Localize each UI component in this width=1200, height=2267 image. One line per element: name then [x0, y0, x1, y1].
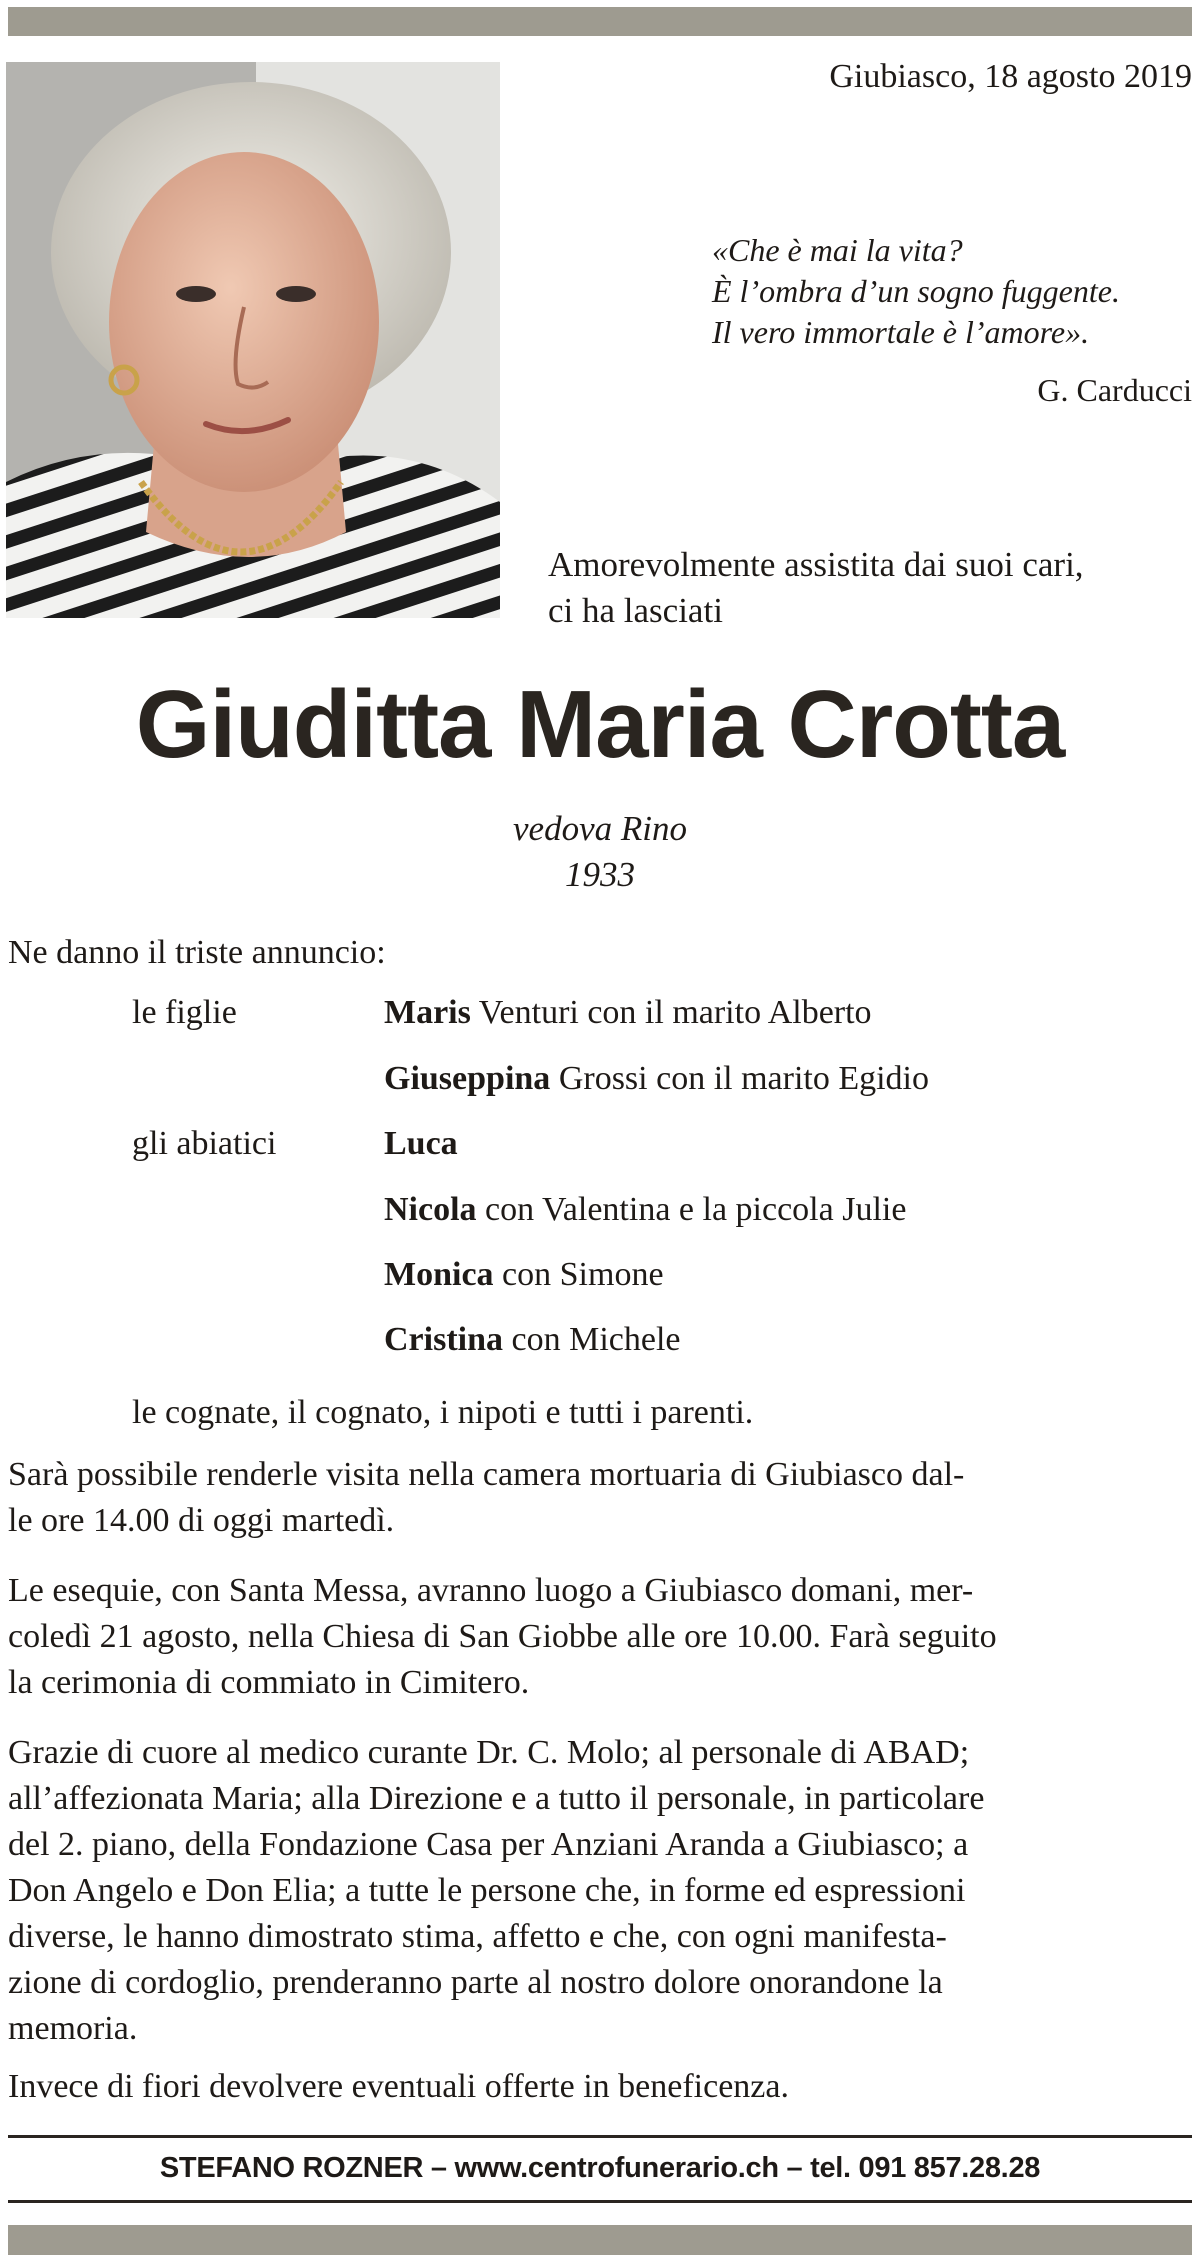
family-first-name: Luca: [384, 1125, 458, 1162]
family-entry: [384, 1256, 664, 1294]
footer-top-rule: [8, 2135, 1192, 2138]
paragraph-line: Le esequie, con Santa Messa, avranno luogo a Giubiasco domani, mer-: [8, 1572, 974, 1609]
paragraph-line: le ore 14.00 di oggi martedì.: [8, 1502, 395, 1539]
thanks-paragraph: [8, 1730, 1192, 2052]
family-group-label: le figlie: [132, 994, 237, 1031]
paragraph-line: Grazie di cuore al medico curante Dr. C. Molo; al personale di ABAD;: [8, 1734, 970, 1771]
intro-line: ci ha lasciati: [548, 591, 723, 630]
paragraph-line: diverse, le hanno dimostrato stima, affetto e che, con ogni manifesta-: [8, 1918, 947, 1955]
deceased-name: Giuditta Maria Crotta: [135, 671, 1065, 778]
intro-text: [548, 542, 1084, 634]
family-first-name: Monica: [384, 1256, 494, 1293]
family-entry: [384, 1060, 929, 1098]
deceased-details: [0, 806, 1200, 898]
family-entry: [384, 1321, 681, 1359]
family-first-name: Maris: [384, 994, 471, 1031]
birth-year: 1933: [565, 855, 635, 894]
quote-line: È l’ombra d’un sogno fuggente.: [712, 273, 1120, 309]
paragraph-line: Don Angelo e Don Elia; a tutte le persone che, in forme ed espressioni: [8, 1872, 966, 1909]
announcers-title: Ne danno il triste annuncio:: [8, 934, 386, 971]
notice-date: Giubiasco, 18 agosto 2019: [829, 58, 1192, 95]
family-entry: [384, 1191, 906, 1229]
funeral-paragraph: [8, 1568, 1192, 1706]
family-first-name: Giuseppina: [384, 1060, 551, 1097]
family-first-name: Cristina: [384, 1321, 503, 1358]
family-entry: [384, 1125, 458, 1163]
family-detail: Grossi con il marito Egidio: [550, 1060, 929, 1097]
footer-bottom-rule: [8, 2200, 1192, 2203]
paragraph-line: coledì 21 agosto, nella Chiesa di San Giobbe alle ore 10.00. Farà seguito: [8, 1618, 997, 1655]
family-entry: [384, 994, 872, 1032]
poem-quote: [712, 230, 1192, 353]
other-relatives: le cognate, il cognato, i nipoti e tutti i parenti.: [132, 1394, 754, 1431]
family-detail: con Simone: [493, 1256, 664, 1293]
family-first-name: Nicola: [384, 1191, 477, 1228]
family-group-label: gli abiatici: [132, 1125, 277, 1162]
bottom-decorative-bar: [8, 2225, 1192, 2255]
paragraph-line: memoria.: [8, 2010, 138, 2047]
quote-author: G. Carducci: [1037, 372, 1192, 408]
quote-line: Il vero immortale è l’amore».: [712, 314, 1090, 350]
funeral-home-footer: STEFANO ROZNER – www.centrofunerario.ch – tel. 091 857.28.28: [159, 2152, 1041, 2184]
portrait-photo: [6, 62, 500, 618]
family-detail: Venturi con il marito Alberto: [470, 994, 872, 1031]
quote-line: «Che è mai la vita?: [712, 232, 963, 268]
paragraph-line: Invece di fiori devolvere eventuali offerte in beneficenza.: [8, 2068, 789, 2105]
widow-of: vedova Rino: [513, 809, 687, 848]
flowers-paragraph: [8, 2064, 1192, 2110]
family-detail: con Valentina e la piccola Julie: [476, 1191, 907, 1228]
family-detail: con Michele: [503, 1321, 681, 1358]
visit-paragraph: [8, 1452, 1192, 1544]
paragraph-line: all’affezionata Maria; alla Direzione e a tutto il personale, in particolare: [8, 1780, 985, 1817]
paragraph-line: zione di cordoglio, prenderanno parte al nostro dolore onorandone la: [8, 1964, 943, 2001]
paragraph-line: la cerimonia di commiato in Cimitero.: [8, 1664, 530, 1701]
intro-line: Amorevolmente assistita dai suoi cari,: [548, 545, 1084, 584]
paragraph-line: Sarà possibile renderle visita nella camera mortuaria di Giubiasco dal-: [8, 1456, 965, 1493]
paragraph-line: del 2. piano, della Fondazione Casa per Anziani Aranda a Giubiasco; a: [8, 1826, 969, 1863]
top-decorative-bar: [8, 7, 1192, 36]
